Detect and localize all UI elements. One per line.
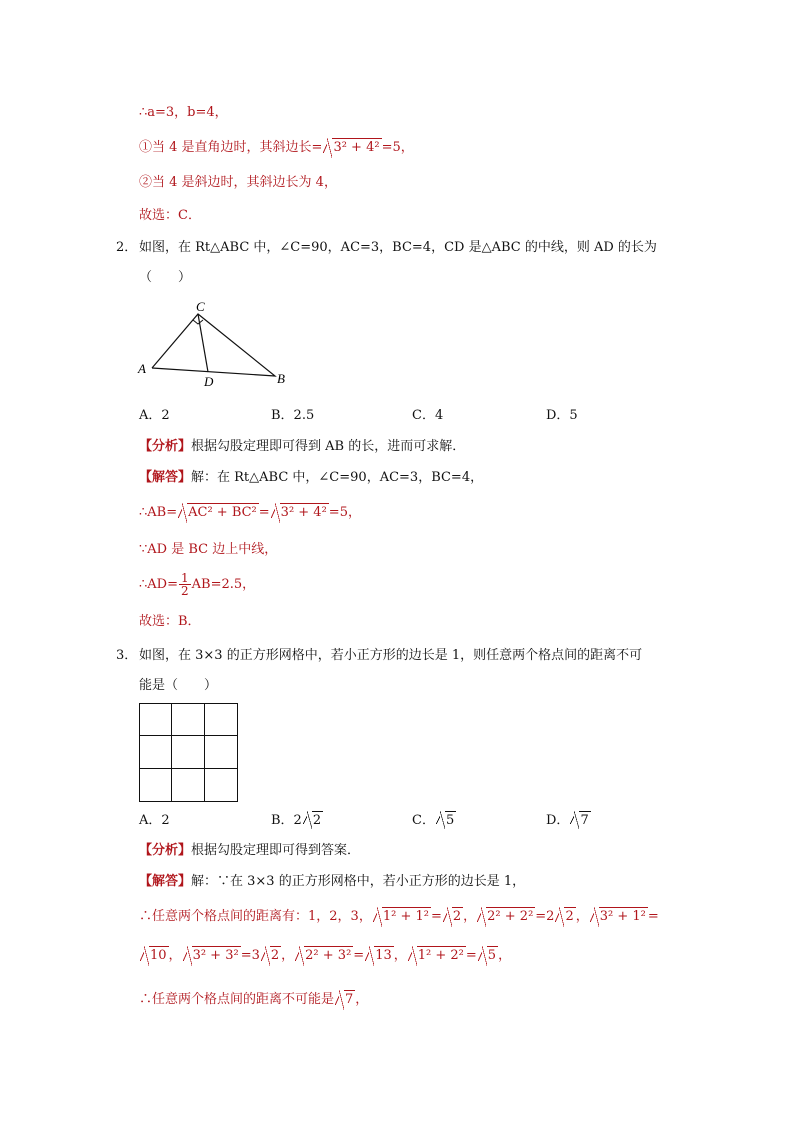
equals: = (258, 505, 270, 520)
radicand: 3² + 1² (599, 909, 646, 924)
radicand: 2² + 3² (305, 948, 352, 963)
analysis-tag: 【分析】 (139, 439, 192, 454)
q3-option-a: A．2 (139, 813, 170, 828)
q3-analysis (139, 841, 360, 861)
radicand: 3² + 3² (192, 948, 239, 963)
sqrt-expression (373, 907, 431, 927)
q3-option-d (546, 809, 591, 829)
solution-text: 解：∵在 3×3 的正方形网格中，若小正方形的边长是 1， (191, 874, 526, 889)
grid-cell (172, 769, 204, 801)
q3-text-2: 能是（ ） (139, 678, 218, 693)
radicand: 1² + 2² (417, 948, 464, 963)
grid-cell (172, 704, 204, 736)
sqrt-expression (590, 907, 648, 927)
label-d: D (204, 374, 214, 389)
option-prefix: B．2 (271, 813, 302, 828)
solution-tag: 【解答】 (139, 470, 192, 485)
q3-result-line-1 (139, 907, 659, 927)
sqrt-expression (443, 907, 463, 927)
separator: ， (355, 992, 369, 1007)
result-prefix: ∴任意两个格点间的距离有：1，2，3， (139, 909, 372, 924)
q2-step-2: ∵AD 是 BC 边上中线， (139, 542, 278, 557)
separator: ， (281, 948, 295, 963)
grid-cell (205, 769, 237, 801)
radicand: 7 (345, 992, 354, 1007)
q2-text: 如图，在 Rt△ABC 中，∠C=90，AC=3，BC=4，CD 是△ABC 的中线，则 AD 的长为 (139, 240, 657, 255)
radicand: 10 (150, 948, 167, 963)
q2-option-d: D．5 (546, 408, 578, 423)
separator: ， (463, 909, 477, 924)
sqrt-expression (323, 138, 381, 158)
analysis-text: 根据勾股定理即可得到答案． (191, 843, 361, 858)
grid-cell (140, 704, 172, 736)
radicand: 7 (580, 813, 589, 828)
fraction-half (179, 572, 191, 597)
solution-text: 解：在 Rt△ABC 中，∠C=90，AC=3，BC=4， (191, 470, 484, 485)
radicand: 2 (452, 909, 462, 924)
separator: ， (168, 948, 182, 963)
sqrt-expression (271, 503, 329, 523)
result-prefix: ∴任意两个格点间的距离不可能是 (139, 992, 335, 1007)
q2-option-a: A．2 (139, 408, 170, 423)
grid-cell (140, 769, 172, 801)
radicand: 2 (270, 948, 280, 963)
sqrt-expression (365, 946, 394, 966)
q2-step-3 (139, 572, 255, 597)
prev-line-3: ②当 4 是斜边时，其斜边长为 4， (139, 175, 337, 190)
q2-option-c: C．4 (412, 408, 444, 423)
sqrt-expression (183, 946, 241, 966)
triangle-figure (130, 296, 300, 392)
equals: = (465, 948, 477, 963)
step-3-result: AB=2.5， (191, 577, 256, 592)
right-angle-mark (193, 320, 203, 324)
fraction-denominator: 2 (180, 584, 189, 598)
option-prefix: D． (546, 813, 570, 828)
sqrt-expression (295, 946, 353, 966)
radicand: 2 (312, 813, 322, 828)
equals: = (647, 909, 659, 924)
equals: = (430, 909, 442, 924)
step-1-prefix: ∴AB= (139, 505, 178, 520)
grid-cell (140, 736, 172, 768)
prev-line-2-result: =5， (381, 140, 414, 155)
radicand: 1² + 1² (382, 909, 429, 924)
sqrt-expression (335, 990, 355, 1010)
grid-cell (205, 704, 237, 736)
radicand: 3² + 4² (333, 140, 380, 155)
analysis-tag: 【分析】 (139, 843, 192, 858)
sqrt-expression (478, 946, 498, 966)
q3-number: 3． (116, 648, 138, 663)
radicand: 5 (487, 948, 497, 963)
step-3-prefix: ∴AD= (139, 577, 178, 592)
prev-line-4: 故选：C． (139, 208, 201, 223)
q3-result-line-3 (139, 990, 368, 1010)
grid-figure (139, 703, 238, 802)
q2-option-b: B．2.5 (271, 408, 315, 423)
radicand: AC² + BC² (188, 505, 257, 520)
q2-step-1 (139, 503, 361, 523)
sqrt-expression (303, 811, 323, 829)
q2-step-4: 故选：B． (139, 614, 201, 629)
equals: = (353, 948, 365, 963)
radicand: 3² + 4² (280, 505, 327, 520)
prev-line-2-text: ①当 4 是直角边时，其斜边长= (139, 140, 323, 155)
sqrt-expression (178, 503, 259, 523)
analysis-text: 根据勾股定理即可得到 AB 的长，进而可求解． (191, 439, 466, 454)
q3-option-b (271, 809, 323, 829)
sqrt-expression (570, 811, 590, 829)
sqrt-expression (261, 946, 281, 966)
fraction-numerator: 1 (180, 571, 189, 585)
sqrt-expression (140, 946, 169, 966)
label-c: C (196, 299, 205, 314)
sqrt-expression (408, 946, 466, 966)
radicand: 5 (445, 813, 455, 828)
q2-paren: （ ） (139, 270, 192, 285)
radicand: 13 (375, 948, 392, 963)
q3-result-line-2 (139, 946, 511, 966)
label-b: B (277, 371, 285, 386)
solution-tag: 【解答】 (139, 874, 192, 889)
equals: =3 (240, 948, 260, 963)
grid-cell (205, 736, 237, 768)
q2-solution (139, 468, 483, 488)
prev-line-2 (139, 138, 414, 158)
option-prefix: C． (412, 813, 435, 828)
sqrt-expression (477, 907, 535, 927)
separator: ， (393, 948, 407, 963)
q3-text: 如图，在 3×3 的正方形网格中，若小正方形的边长是 1，则任意两个格点间的距离不可 (139, 648, 643, 663)
radicand: 2² + 2² (487, 909, 534, 924)
q3-solution (139, 872, 525, 892)
step-1-result: =5， (328, 505, 361, 520)
label-a: A (138, 361, 146, 376)
sqrt-expression (436, 811, 456, 829)
q3-option-c (412, 809, 456, 829)
triangle-abc (152, 314, 275, 376)
equals: =2 (535, 909, 555, 924)
prev-line-1: ∴a=3，b=4， (139, 105, 228, 120)
grid-cell (172, 736, 204, 768)
radicand: 2 (565, 909, 574, 924)
sqrt-expression (555, 907, 575, 927)
q2-number: 2． (116, 240, 138, 255)
q2-analysis (139, 437, 465, 457)
separator: ， (575, 909, 589, 924)
separator: ， (498, 948, 512, 963)
